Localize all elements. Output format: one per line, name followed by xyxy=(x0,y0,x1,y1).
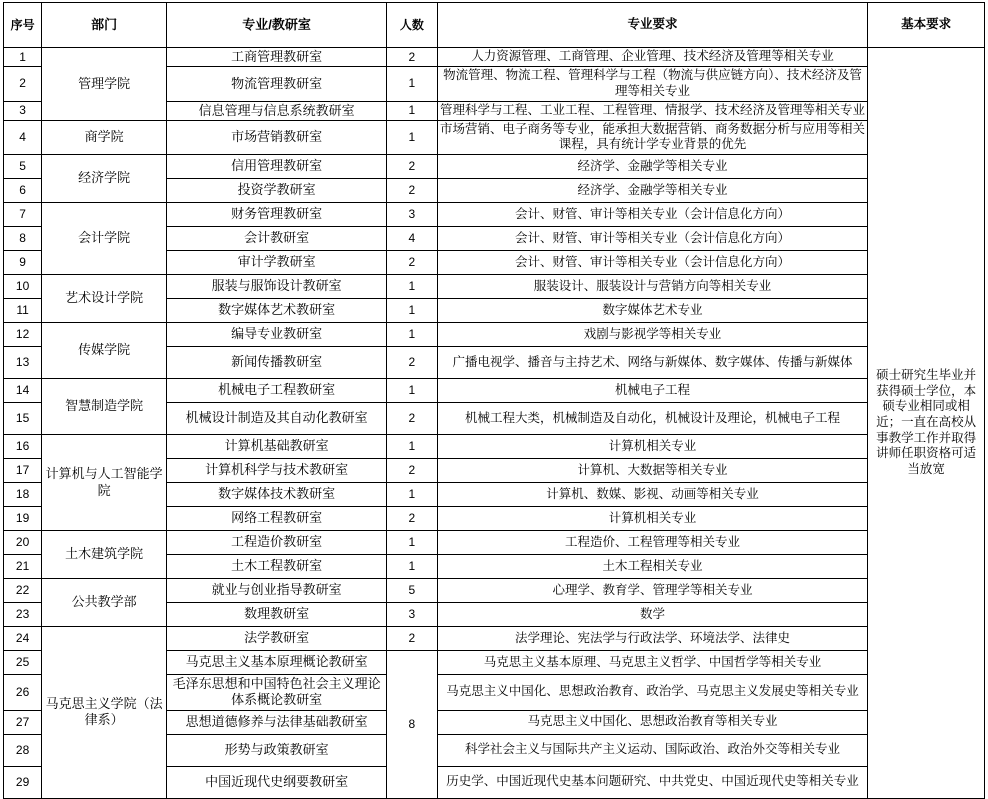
cell-office: 形势与政策教研室 xyxy=(167,734,387,766)
cell-req: 计算机相关专业 xyxy=(437,435,868,459)
cell-office: 服装与服饰设计教研室 xyxy=(167,275,387,299)
cell-req: 计算机、大数据等相关专业 xyxy=(437,459,868,483)
table-body xyxy=(4,48,985,799)
cell-dept: 会计学院 xyxy=(42,203,167,275)
cell-office: 计算机基础教研室 xyxy=(167,435,387,459)
cell-no: 5 xyxy=(4,155,42,179)
table-row xyxy=(4,379,985,403)
cell-count: 2 xyxy=(387,459,438,483)
cell-count: 1 xyxy=(387,379,438,403)
cell-no: 7 xyxy=(4,203,42,227)
cell-req: 数学 xyxy=(437,603,868,627)
cell-no: 26 xyxy=(4,675,42,711)
cell-no: 9 xyxy=(4,251,42,275)
cell-req: 马克思主义中国化、思想政治教育等相关专业 xyxy=(437,710,868,734)
header-cell-count: 人数 xyxy=(387,3,438,48)
cell-no: 16 xyxy=(4,435,42,459)
cell-dept: 土木建筑学院 xyxy=(42,531,167,579)
cell-office: 编导专业教研室 xyxy=(167,323,387,347)
cell-basic-requirement: 硕士研究生毕业并获得硕士学位，本硕专业相同或相近；一直在高校从事教学工作并取得讲师任职资格可适当放宽 xyxy=(868,48,985,799)
cell-dept: 经济学院 xyxy=(42,155,167,203)
table-row xyxy=(4,627,985,651)
cell-no: 3 xyxy=(4,101,42,120)
cell-req: 历史学、中国近现代史基本问题研究、中共党史、中国近现代史等相关专业 xyxy=(437,766,868,798)
cell-count: 1 xyxy=(387,531,438,555)
header-cell-office: 专业/教研室 xyxy=(167,3,387,48)
cell-office: 思想道德修养与法律基础教研室 xyxy=(167,710,387,734)
cell-req: 工程造价、工程管理等相关专业 xyxy=(437,531,868,555)
cell-office: 物流管理教研室 xyxy=(167,67,387,101)
cell-dept: 马克思主义学院（法律系） xyxy=(42,627,167,799)
cell-office: 数字媒体艺术教研室 xyxy=(167,299,387,323)
cell-no: 20 xyxy=(4,531,42,555)
cell-no: 14 xyxy=(4,379,42,403)
cell-no: 6 xyxy=(4,179,42,203)
cell-req: 心理学、教育学、管理学等相关专业 xyxy=(437,579,868,603)
header-cell-dept: 部门 xyxy=(42,3,167,48)
cell-count: 2 xyxy=(387,48,438,67)
table-row xyxy=(4,120,985,154)
cell-office: 机械设计制造及其自动化教研室 xyxy=(167,403,387,435)
table-row xyxy=(4,275,985,299)
cell-count: 5 xyxy=(387,579,438,603)
cell-req: 数字媒体艺术专业 xyxy=(437,299,868,323)
cell-count: 1 xyxy=(387,101,438,120)
cell-no: 17 xyxy=(4,459,42,483)
cell-req: 经济学、金融学等相关专业 xyxy=(437,155,868,179)
cell-count: 2 xyxy=(387,155,438,179)
cell-office: 信用管理教研室 xyxy=(167,155,387,179)
cell-req: 人力资源管理、工商管理、企业管理、技术经济及管理等相关专业 xyxy=(437,48,868,67)
cell-req: 计算机、数媒、影视、动画等相关专业 xyxy=(437,483,868,507)
cell-no: 21 xyxy=(4,555,42,579)
cell-dept: 艺术设计学院 xyxy=(42,275,167,323)
cell-req: 物流管理、物流工程、管理科学与工程（物流与供应链方向）、技术经济及管理等相关专业 xyxy=(437,67,868,101)
cell-no: 27 xyxy=(4,710,42,734)
cell-office: 数字媒体技术教研室 xyxy=(167,483,387,507)
cell-count: 1 xyxy=(387,275,438,299)
cell-dept: 管理学院 xyxy=(42,48,167,121)
table-row xyxy=(4,203,985,227)
cell-req: 土木工程相关专业 xyxy=(437,555,868,579)
cell-no: 25 xyxy=(4,651,42,675)
table-row xyxy=(4,48,985,67)
cell-office: 土木工程教研室 xyxy=(167,555,387,579)
cell-req: 马克思主义基本原理、马克思主义哲学、中国哲学等相关专业 xyxy=(437,651,868,675)
cell-count: 1 xyxy=(387,555,438,579)
cell-count: 2 xyxy=(387,507,438,531)
cell-office: 机械电子工程教研室 xyxy=(167,379,387,403)
cell-req: 科学社会主义与国际共产主义运动、国际政治、政治外交等相关专业 xyxy=(437,734,868,766)
cell-count: 3 xyxy=(387,603,438,627)
cell-count: 8 xyxy=(387,651,438,799)
cell-req: 会计、财管、审计等相关专业（会计信息化方向） xyxy=(437,203,868,227)
cell-dept: 传媒学院 xyxy=(42,323,167,379)
table-row xyxy=(4,155,985,179)
cell-no: 24 xyxy=(4,627,42,651)
cell-office: 中国近现代史纲要教研室 xyxy=(167,766,387,798)
cell-office: 财务管理教研室 xyxy=(167,203,387,227)
recruitment-table xyxy=(3,2,985,799)
cell-count: 1 xyxy=(387,483,438,507)
cell-count: 2 xyxy=(387,251,438,275)
cell-office: 网络工程教研室 xyxy=(167,507,387,531)
cell-req: 计算机相关专业 xyxy=(437,507,868,531)
cell-req: 机械工程大类，机械制造及自动化，机械设计及理论，机械电子工程 xyxy=(437,403,868,435)
cell-office: 数理教研室 xyxy=(167,603,387,627)
cell-no: 22 xyxy=(4,579,42,603)
cell-office: 信息管理与信息系统教研室 xyxy=(167,101,387,120)
cell-no: 10 xyxy=(4,275,42,299)
table-row xyxy=(4,435,985,459)
cell-office: 毛泽东思想和中国特色社会主义理论体系概论教研室 xyxy=(167,675,387,711)
cell-count: 1 xyxy=(387,323,438,347)
cell-req: 戏剧与影视学等相关专业 xyxy=(437,323,868,347)
cell-req: 机械电子工程 xyxy=(437,379,868,403)
header-cell-req: 专业要求 xyxy=(437,3,868,48)
recruitment-table-page xyxy=(0,2,988,789)
cell-no: 15 xyxy=(4,403,42,435)
cell-office: 会计教研室 xyxy=(167,227,387,251)
cell-req: 会计、财管、审计等相关专业（会计信息化方向） xyxy=(437,251,868,275)
cell-office: 审计学教研室 xyxy=(167,251,387,275)
cell-no: 1 xyxy=(4,48,42,67)
table-row xyxy=(4,323,985,347)
cell-req: 经济学、金融学等相关专业 xyxy=(437,179,868,203)
header-cell-no: 序号 xyxy=(4,3,42,48)
table-header-row xyxy=(4,3,985,48)
cell-no: 12 xyxy=(4,323,42,347)
cell-req: 法学理论、宪法学与行政法学、环境法学、法律史 xyxy=(437,627,868,651)
cell-req: 广播电视学、播音与主持艺术、网络与新媒体、数字媒体、传播与新媒体 xyxy=(437,347,868,379)
cell-no: 4 xyxy=(4,120,42,154)
cell-office: 法学教研室 xyxy=(167,627,387,651)
cell-dept: 计算机与人工智能学院 xyxy=(42,435,167,531)
cell-no: 13 xyxy=(4,347,42,379)
cell-count: 2 xyxy=(387,179,438,203)
cell-no: 18 xyxy=(4,483,42,507)
cell-req: 服装设计、服装设计与营销方向等相关专业 xyxy=(437,275,868,299)
cell-office: 计算机科学与技术教研室 xyxy=(167,459,387,483)
cell-count: 1 xyxy=(387,435,438,459)
header-cell-basic: 基本要求 xyxy=(868,3,985,48)
cell-office: 就业与创业指导教研室 xyxy=(167,579,387,603)
cell-office: 投资学教研室 xyxy=(167,179,387,203)
cell-count: 4 xyxy=(387,227,438,251)
cell-no: 8 xyxy=(4,227,42,251)
table-row xyxy=(4,531,985,555)
cell-no: 11 xyxy=(4,299,42,323)
cell-office: 马克思主义基本原理概论教研室 xyxy=(167,651,387,675)
cell-count: 2 xyxy=(387,347,438,379)
cell-req: 马克思主义中国化、思想政治教育、政治学、马克思主义发展史等相关专业 xyxy=(437,675,868,711)
cell-count: 1 xyxy=(387,67,438,101)
cell-count: 2 xyxy=(387,627,438,651)
cell-office: 工商管理教研室 xyxy=(167,48,387,67)
cell-count: 1 xyxy=(387,299,438,323)
cell-no: 29 xyxy=(4,766,42,798)
cell-no: 2 xyxy=(4,67,42,101)
table-header xyxy=(4,3,985,48)
cell-dept: 商学院 xyxy=(42,120,167,154)
cell-no: 19 xyxy=(4,507,42,531)
cell-count: 1 xyxy=(387,120,438,154)
cell-dept: 公共教学部 xyxy=(42,579,167,627)
cell-dept: 智慧制造学院 xyxy=(42,379,167,435)
cell-req: 会计、财管、审计等相关专业（会计信息化方向） xyxy=(437,227,868,251)
cell-count: 3 xyxy=(387,203,438,227)
cell-req: 市场营销、电子商务等专业，能承担大数据营销、商务数据分析与应用等相关课程，具有统计学专业背景的优先 xyxy=(437,120,868,154)
table-row xyxy=(4,579,985,603)
cell-req: 管理科学与工程、工业工程、工程管理、情报学、技术经济及管理等相关专业 xyxy=(437,101,868,120)
cell-no: 23 xyxy=(4,603,42,627)
cell-office: 新闻传播教研室 xyxy=(167,347,387,379)
cell-office: 市场营销教研室 xyxy=(167,120,387,154)
cell-count: 2 xyxy=(387,403,438,435)
cell-office: 工程造价教研室 xyxy=(167,531,387,555)
cell-no: 28 xyxy=(4,734,42,766)
